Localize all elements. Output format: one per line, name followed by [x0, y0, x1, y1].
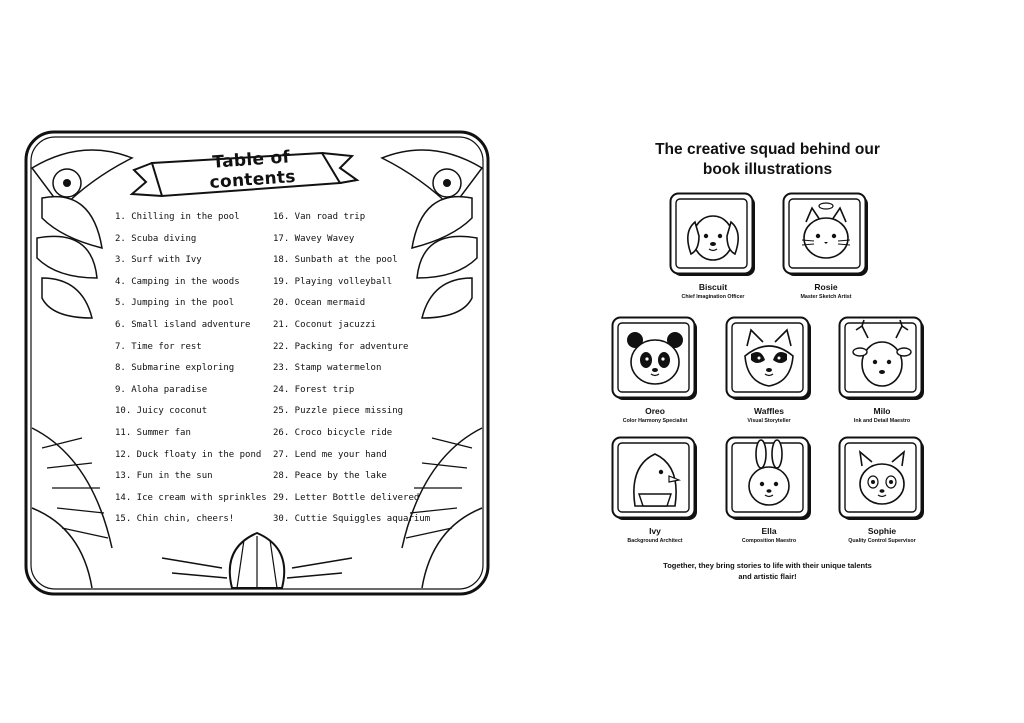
toc-entry: 13. Fun in the sun	[115, 471, 213, 482]
toc-entry: 6. Small island adventure	[115, 319, 251, 330]
character-name: Oreo	[645, 406, 665, 416]
toc-entry: 25. Puzzle piece missing	[273, 406, 404, 417]
toc-entry: 17. Wavey Wavey	[273, 233, 355, 244]
character-name: Milo	[873, 406, 891, 416]
toc-entry: 18. Sunbath at the pool	[273, 255, 398, 266]
character-card	[611, 316, 699, 402]
squad-footer-line-1: Together, they bring stories to life with their unique talents	[663, 561, 872, 570]
toc-entry: 2. Scuba diving	[115, 233, 197, 244]
toc-entry: 14. Ice cream with sprinkles	[115, 492, 267, 503]
cat-icon	[782, 192, 870, 278]
character-card	[611, 436, 699, 522]
character-role: Color Harmony Specialist	[622, 418, 688, 424]
toc-column-2	[273, 207, 430, 531]
character-name: Sophie	[867, 526, 897, 536]
squirrel-icon	[838, 436, 926, 522]
dog-icon	[669, 192, 757, 278]
toc-entry: 10. Juicy coconut	[115, 406, 208, 417]
penguin-icon	[611, 436, 699, 522]
character-card	[838, 316, 926, 402]
character-card	[782, 192, 870, 278]
squad-heading-line-2: book illustrations	[702, 161, 833, 178]
toc-entry: 1. Chilling in the pool	[115, 212, 240, 222]
toc-entry: 30. Cuttie Squiggles aquarium	[273, 514, 431, 525]
toc-entry: 28. Peace by the lake	[273, 471, 387, 482]
toc-entry: 3. Surf with Ivy	[115, 255, 202, 266]
toc-entry: 22. Packing for adventure	[273, 341, 409, 352]
toc-entry: 23. Stamp watermelon	[273, 363, 382, 374]
character-role: Background Architect	[627, 538, 683, 544]
character-role: Composition Maestro	[741, 538, 797, 544]
character-card	[725, 436, 813, 522]
toc-entry: 26. Croco bicycle ride	[273, 427, 393, 438]
character-role: Ink and Detail Maestro	[853, 418, 911, 424]
panda-icon	[611, 316, 699, 402]
character-name: Biscuit	[698, 282, 728, 292]
squad-footer-line-2: and artistic flair!	[738, 572, 797, 581]
toc-entry: 12. Duck floaty in the pond	[115, 449, 262, 460]
toc-entry: 16. Van road trip	[273, 212, 366, 222]
character-card	[838, 436, 926, 522]
character-role: Quality Control Supervisor	[848, 538, 916, 544]
character-name: Ivy	[649, 526, 661, 536]
character-card	[669, 192, 757, 278]
character-role: Visual Storyteller	[747, 418, 791, 424]
toc-entry: 11. Summer fan	[115, 427, 191, 438]
character-card	[725, 316, 813, 402]
toc-entry: 19. Playing volleyball	[273, 276, 393, 287]
deer-icon	[838, 316, 926, 402]
toc-entry: 27. Lend me your hand	[273, 449, 387, 460]
toc-column-1	[115, 207, 267, 531]
toc-entry: 20. Ocean mermaid	[273, 298, 366, 309]
toc-entry: 21. Coconut jacuzzi	[273, 319, 376, 330]
raccoon-icon	[725, 316, 813, 402]
toc-entry: 5. Jumping in the pool	[115, 298, 235, 309]
toc-entry: 29. Letter Bottle delivered	[273, 492, 420, 503]
character-role: Chief Imagination Officer	[681, 294, 745, 300]
character-name: Waffles	[754, 406, 784, 416]
toc-entry: 4. Camping in the woods	[115, 276, 240, 287]
toc-entry: 15. Chin chin, cheers!	[115, 514, 235, 525]
character-role: Master Sketch Artist	[800, 294, 852, 300]
toc-entry: 24. Forest trip	[273, 384, 355, 395]
character-name: Ella	[761, 526, 777, 536]
squad-footer	[630, 560, 905, 582]
toc-entry: 8. Submarine exploring	[115, 363, 235, 374]
character-name: Rosie	[814, 282, 838, 292]
toc-entry: 9. Aloha paradise	[115, 384, 208, 395]
toc-title: Table of contents	[208, 147, 297, 193]
toc-entry: 7. Time for rest	[115, 341, 202, 352]
bunny-icon	[725, 436, 813, 522]
squad-heading-line-1: The creative squad behind our	[655, 141, 880, 158]
squad-heading	[630, 140, 905, 180]
